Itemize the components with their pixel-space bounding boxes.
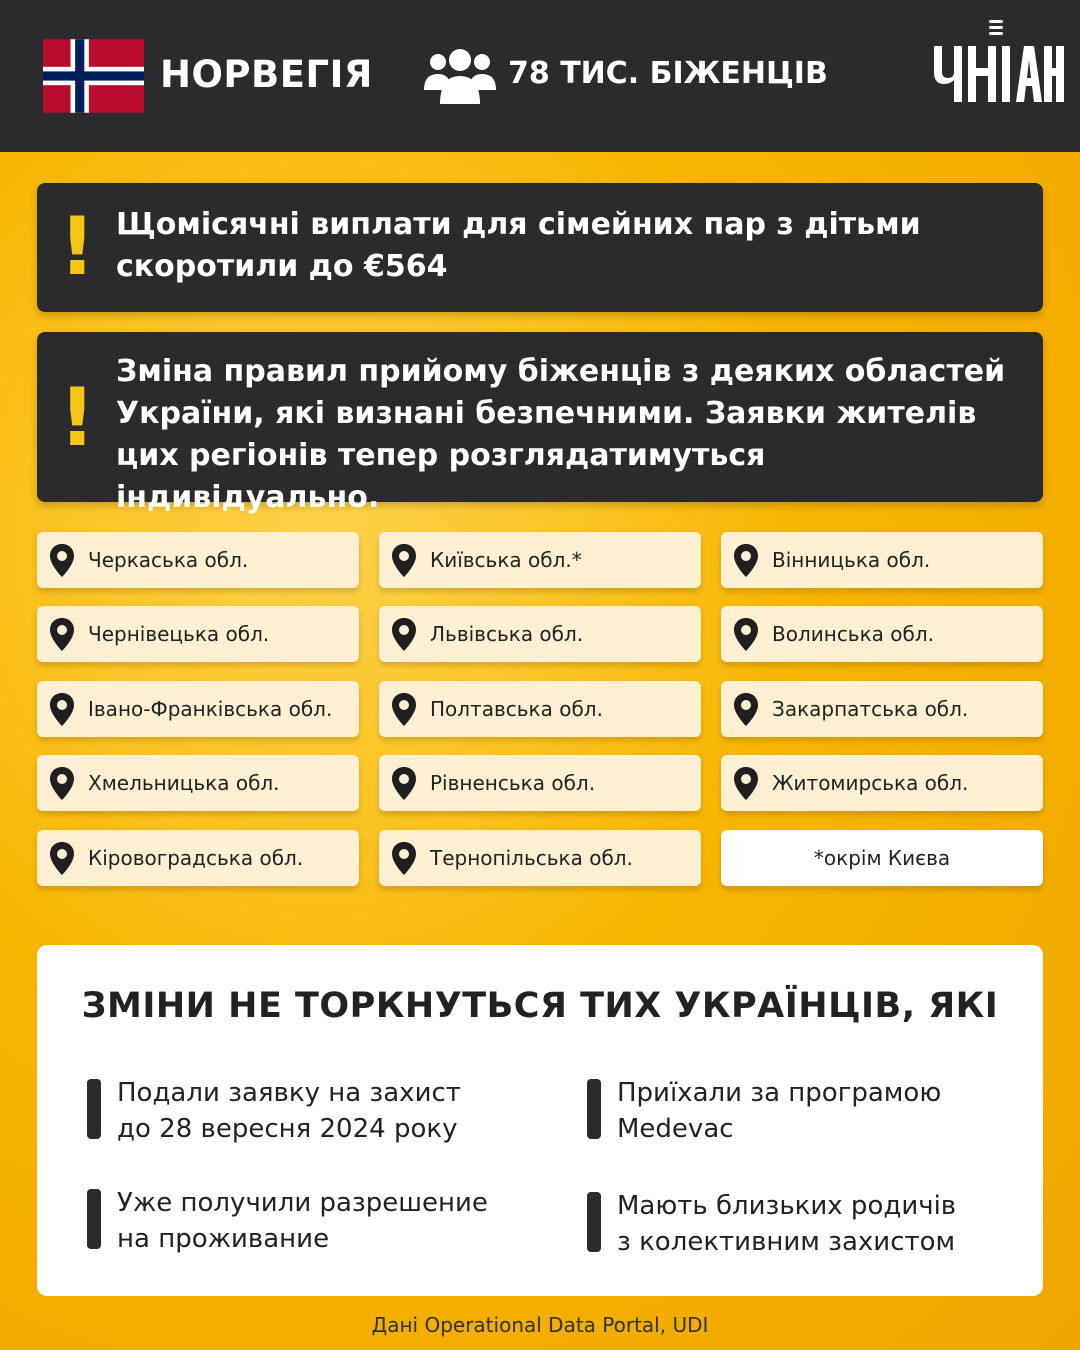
region-tile xyxy=(379,532,701,588)
region-label: Черкаська обл. xyxy=(88,548,249,572)
region-tile xyxy=(379,755,701,811)
region-label: Чернівецька обл. xyxy=(88,622,270,646)
region-label: Рівненська обл. xyxy=(430,771,596,795)
refugee-count: 78 ТИС. БІЖЕНЦІВ xyxy=(508,56,828,91)
bullet-bar-icon xyxy=(587,1192,601,1252)
location-pin-icon xyxy=(392,767,416,800)
data-source: Дані Operational Data Portal, UDI xyxy=(371,1313,709,1337)
alert-payments xyxy=(37,183,1043,312)
location-pin-icon xyxy=(392,618,416,651)
location-pin-icon xyxy=(392,544,416,577)
region-label: Кіровоградська обл. xyxy=(88,846,304,870)
location-pin-icon xyxy=(392,693,416,726)
region-label: Івано-Франківська обл. xyxy=(88,697,333,721)
region-tile xyxy=(37,681,359,737)
location-pin-icon xyxy=(734,767,758,800)
unian-logo xyxy=(930,18,1064,110)
alert-text: Зміна правил прийому біженців з деяких областей України, які визнані безпечними. Заявки жителів цих регіонів тепер розглядатимуться індивідуально. xyxy=(116,354,1006,515)
exemption-line: Уже получили разрешение xyxy=(117,1188,488,1218)
exclamation-icon: ! xyxy=(59,371,96,464)
bullet-bar-icon xyxy=(87,1189,101,1249)
region-label: Львівська обл. xyxy=(430,622,584,646)
regions-footnote: *окрім Києва xyxy=(721,830,1043,886)
location-pin-icon xyxy=(734,693,758,726)
region-tile xyxy=(721,755,1043,811)
exemption-line: Приїхали за програмою xyxy=(617,1078,942,1108)
region-tile xyxy=(379,606,701,662)
location-pin-icon xyxy=(50,544,74,577)
country-name: НОРВЕГІЯ xyxy=(160,53,373,96)
location-pin-icon xyxy=(734,544,758,577)
exemption-text xyxy=(117,1185,488,1257)
region-label: Хмельницька обл. xyxy=(88,771,280,795)
region-label: Закарпатська обл. xyxy=(772,697,969,721)
region-label: Полтавська обл. xyxy=(430,697,603,721)
exemption-line: до 28 вересня 2024 року xyxy=(117,1114,458,1144)
region-label: Житомирська обл. xyxy=(772,771,969,795)
exemption-text xyxy=(117,1075,461,1147)
region-label: Вінницька обл. xyxy=(772,548,931,572)
region-tile xyxy=(721,606,1043,662)
bullet-bar-icon xyxy=(587,1079,601,1139)
exemptions-title: ЗМІНИ НЕ ТОРКНУТЬСЯ ТИХ УКРАЇНЦІВ, ЯКІ xyxy=(81,986,999,1026)
location-pin-icon xyxy=(50,842,74,875)
region-tile xyxy=(721,532,1043,588)
region-tile xyxy=(721,681,1043,737)
region-tile xyxy=(37,606,359,662)
norway-flag-icon xyxy=(43,39,144,113)
exemption-line: з колективним захистом xyxy=(617,1227,956,1257)
header-bar xyxy=(0,0,1080,152)
location-pin-icon xyxy=(392,842,416,875)
region-tile xyxy=(37,532,359,588)
location-pin-icon xyxy=(50,693,74,726)
exemptions-panel xyxy=(37,945,1043,1296)
exemption-text xyxy=(617,1075,941,1147)
region-tile xyxy=(379,681,701,737)
region-label: Волинська обл. xyxy=(772,622,935,646)
alert-text: Щомісячні виплати для сімейних пар з дітьми скоротили до €564 xyxy=(116,207,921,284)
exemption-line: на проживание xyxy=(117,1224,330,1254)
bullet-bar-icon xyxy=(87,1079,101,1139)
exclamation-icon: ! xyxy=(59,200,96,293)
exemption-text xyxy=(617,1188,956,1260)
region-label: Київська обл.* xyxy=(430,548,582,572)
region-tile xyxy=(379,830,701,886)
exemption-line: Мають близьких родичів xyxy=(617,1191,957,1221)
exemption-line: Medevac xyxy=(617,1114,734,1144)
location-pin-icon xyxy=(734,618,758,651)
location-pin-icon xyxy=(50,618,74,651)
region-tile xyxy=(37,755,359,811)
location-pin-icon xyxy=(50,767,74,800)
alert-rules-change xyxy=(37,332,1043,515)
region-tile xyxy=(37,830,359,886)
people-group-icon xyxy=(424,44,496,106)
exemption-line: Подали заявку на захист xyxy=(117,1078,461,1108)
region-label: Тернопільська обл. xyxy=(430,846,633,870)
